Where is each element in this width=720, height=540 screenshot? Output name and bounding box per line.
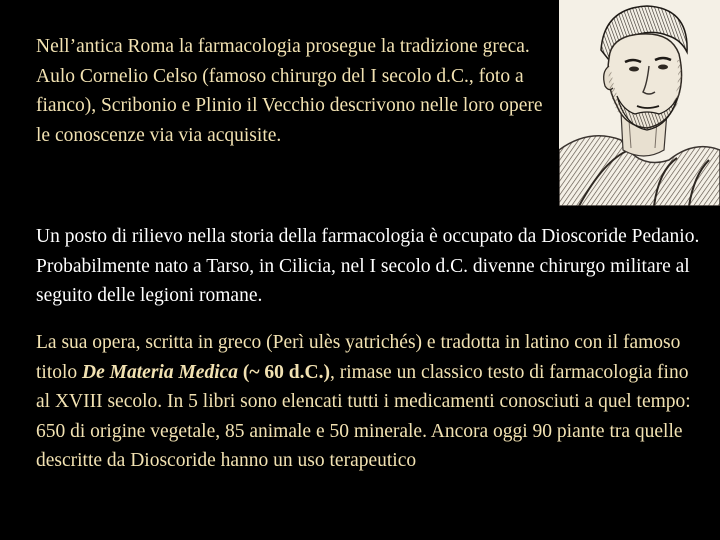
materia-medica-title: De Materia Medica (82, 361, 239, 383)
materia-medica-paragraph (36, 328, 696, 476)
celsus-portrait-image (559, 0, 720, 206)
intro-paragraph: Nell’antica Roma la farmacologia prosegue la tradizione greca. Aulo Cornelio Celso (famoso chirurgo del I secolo d.C., foto a fianco), Scribonio e Plinio il Vecchio descrivono nelle loro opere le conoscenze via via acquisite. (36, 36, 543, 146)
engraved-portrait-icon (559, 0, 720, 206)
materia-medica-text-part2: , rimase un classico testo di farmacologia fino al XVIII secolo. In 5 libri sono elencati tutti i medicamenti conosciuti a quel tempo: 650 di origine vegetale, 85 animale e 50 minerale. Ancora oggi 90 piante tra quelle descritte da Dioscoride hanno un uso terapeutico (36, 361, 691, 471)
materia-medica-text-part1: La sua opera, scritta in greco (Perì ulès yatrichés) e tradotta in latino con il famoso titolo (36, 332, 681, 383)
dioscorides-paragraph: Un posto di rilievo nella storia della farmacologia è occupato da Dioscoride Pedanio. Probabilmente nato a Tarso, in Cilicia, nel I secolo d.C. divenne chirurgo militare al seguito delle legioni romane. (36, 226, 700, 306)
materia-medica-date: (~ 60 d.C.) (238, 361, 330, 383)
